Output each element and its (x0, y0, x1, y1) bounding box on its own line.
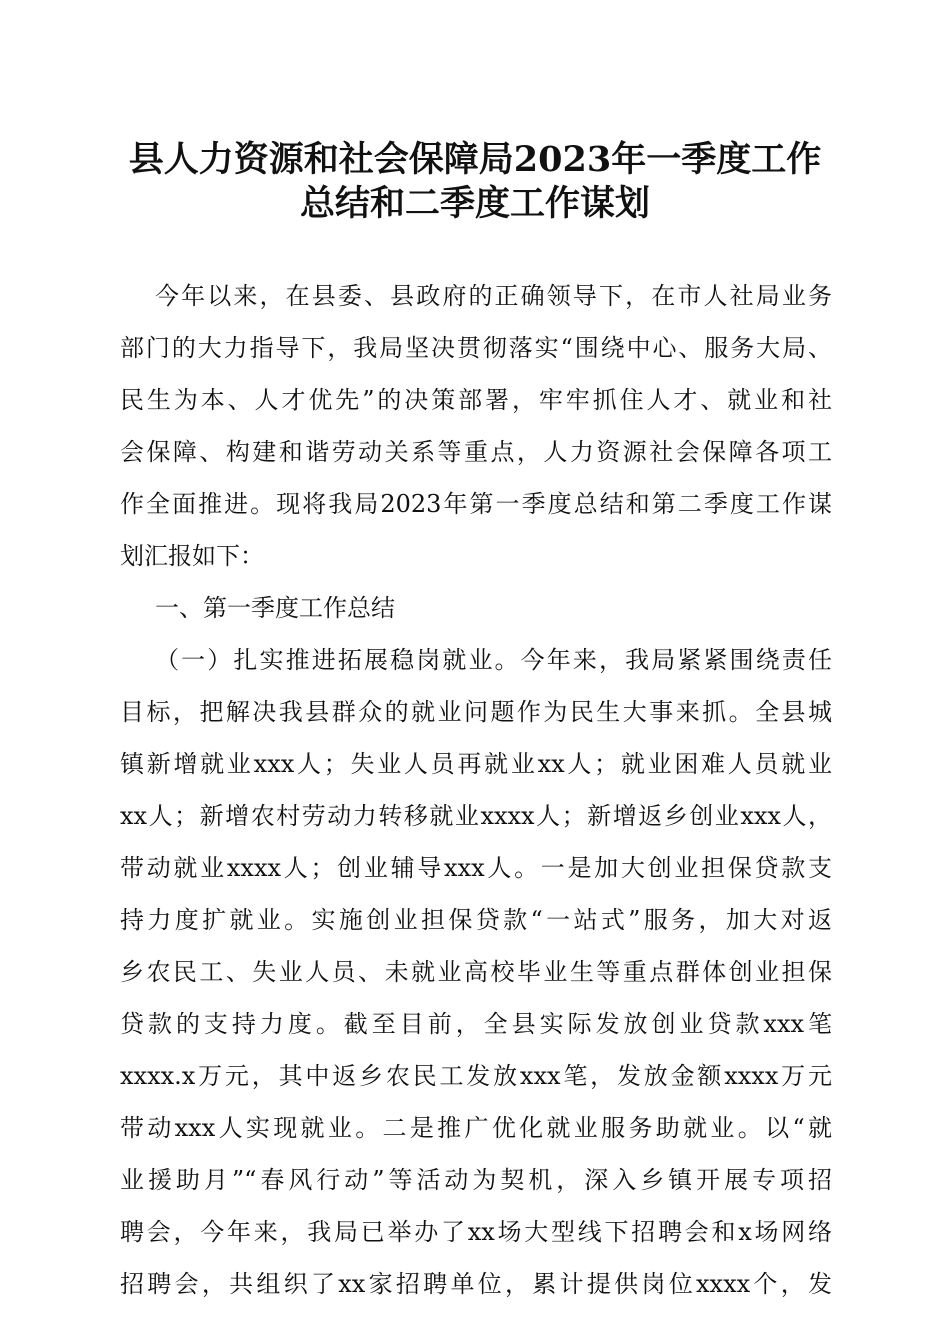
body-paragraph-line: 持力度扩就业。实施创业担保贷款“一站式”服务，加大对返 (120, 906, 832, 934)
body-paragraph-line: 镇新增就业xxx人；失业人员再就业xx人；就业困难人员就业 (120, 750, 832, 778)
document-title-line-1: 县人力资源和社会保障局2023年一季度工作 (128, 139, 822, 180)
body-paragraph-line: 乡农民工、失业人员、未就业高校毕业生等重点群体创业担保 (120, 958, 832, 986)
body-paragraph-line: 贷款的支持力度。截至目前，全县实际发放创业贷款xxx笔 (120, 1010, 832, 1038)
body-paragraph-line: 带动xxx人实现就业。二是推广优化就业服务助就业。以“就 (120, 1114, 832, 1142)
section-heading: 一、第一季度工作总结 (155, 594, 395, 622)
body-paragraph-line: 带动就业xxxx人；创业辅导xxx人。一是加大创业担保贷款支 (120, 854, 832, 882)
intro-paragraph-line: 会保障、构建和谐劳动关系等重点，人力资源社会保障各项工 (120, 438, 832, 466)
body-paragraph-line: 招聘会，共组织了xx家招聘单位，累计提供岗位xxxx个，发 (120, 1270, 832, 1298)
body-paragraph-line: 目标，把解决我县群众的就业问题作为民生大事来抓。全县城 (120, 698, 832, 726)
body-paragraph-line: xx人；新增农村劳动力转移就业xxxx人；新增返乡创业xxx人， (120, 802, 832, 830)
body-paragraph-line: 聘会，今年来，我局已举办了xx场大型线下招聘会和x场网络 (120, 1218, 832, 1246)
body-paragraph-line: 业援助月”“春风行动”等活动为契机，深入乡镇开展专项招 (120, 1166, 832, 1194)
body-paragraph-line: xxxx.x万元，其中返乡农民工发放xxx笔，发放金额xxxx万元 (120, 1062, 832, 1090)
body-paragraph-line: （一）扎实推进拓展稳岗就业。今年来，我局紧紧围绕责任 (155, 646, 832, 674)
document-title-line-2: 总结和二季度工作谋划 (299, 183, 650, 224)
intro-paragraph-line: 部门的大力指导下，我局坚决贯彻落实“围绕中心、服务大局、 (120, 334, 832, 362)
intro-paragraph-line: 划汇报如下： (120, 542, 264, 570)
intro-paragraph-line: 作全面推进。现将我局2023年第一季度总结和第二季度工作谋 (120, 490, 832, 518)
intro-paragraph-line: 民生为本、人才优先”的决策部署，牢牢抓住人才、就业和社 (120, 386, 832, 414)
intro-paragraph-line: 今年以来，在县委、县政府的正确领导下，在市人社局业务 (155, 282, 832, 310)
